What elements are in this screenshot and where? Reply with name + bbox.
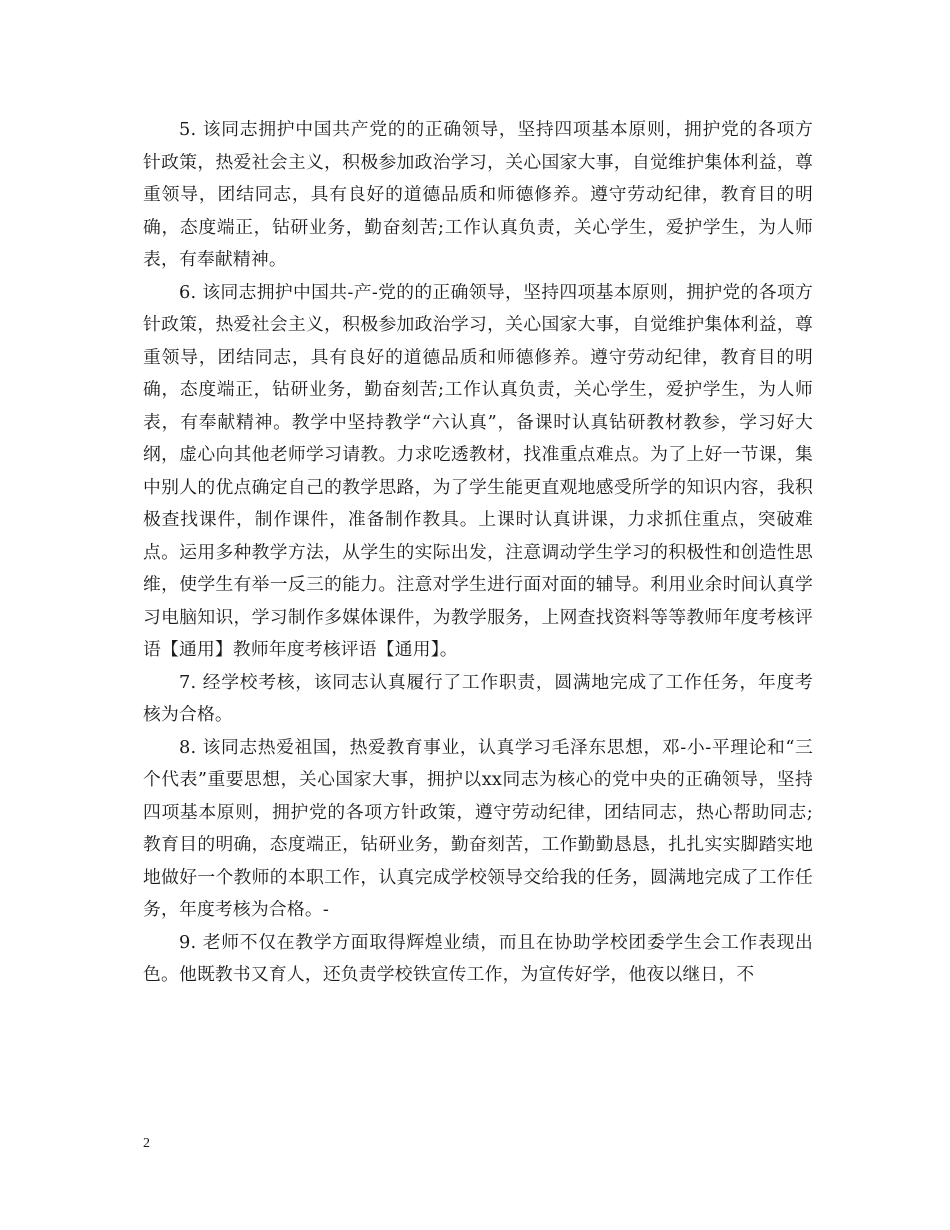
paragraph-8: 8. 该同志热爱祖国，热爱教育事业，认真学习毛泽东思想，邓-小-平理论和“三个代表”重要思想，关心国家大事，拥护以xx同志为核心的党中央的正确领导，坚持四项基本原则，拥护党的各项方针政策，遵守劳动纪律，团结同志，热心帮助同志;教育目的明确，态度端正，钻研业务，勤奋刻苦，工作勤勤恳恳，扎扎实实脚踏实地地做好一个教师的本职工作，认真完成学校领导交给我的任务，圆满地完成了工作任务，年度考核为合格。- bbox=[143, 736, 813, 920]
page-number: 2 bbox=[143, 1136, 150, 1151]
paragraph-9: 9. 老师不仅在教学方面取得辉煌业绩，而且在协助学校团委学生会工作表现出色。他既教书又育人，还负责学校铁宣传工作，为宣传好学，他夜以继日，不 bbox=[143, 931, 813, 985]
document-body bbox=[143, 114, 813, 992]
paragraph-6: 6. 该同志拥护中国共-产-党的的正确领导，坚持四项基本原则，拥护党的各项方针政策，热爱社会主义，积极参加政治学习，关心国家大事，自觉维护集体利益，尊重领导，团结同志，具有良好的道德品质和师德修养。遵守劳动纪律，教育目的明确，态度端正，钻研业务，勤奋刻苦;工作认真负责，关心学生，爱护学生，为人师表，有奉献精神。教学中坚持教学“六认真”，备课时认真钻研教材教参，学习好大纲，虚心向其他老师学习请教。力求吃透教材，找准重点难点。为了上好一节课，集中别人的优点确定自己的教学思路，为了学生能更直观地感受所学的知识内容，我积极查找课件，制作课件，准备制作教具。上课时认真讲课，力求抓住重点，突破难点。运用多种教学方法，从学生的实际出发，注意调动学生学习的积极性和创造性思维，使学生有举一反三的能力。注意对学生进行面对面的辅导。利用业余时间认真学习电脑知识，学习制作多媒体课件，为教学服务，上网查找资料等等教师年度考核评语【通用】教师年度考核评语【通用】。 bbox=[143, 281, 813, 660]
paragraph-7: 7. 经学校考核，该同志认真履行了工作职责，圆满地完成了工作任务，年度考核为合格。 bbox=[143, 671, 813, 725]
paragraph-5: 5. 该同志拥护中国共产党的的正确领导，坚持四项基本原则，拥护党的各项方针政策，热爱社会主义，积极参加政治学习，关心国家大事，自觉维护集体利益，尊重领导，团结同志，具有良好的道德品质和师德修养。遵守劳动纪律，教育目的明确，态度端正，钻研业务，勤奋刻苦;工作认真负责，关心学生，爱护学生，为人师表，有奉献精神。 bbox=[143, 119, 813, 270]
